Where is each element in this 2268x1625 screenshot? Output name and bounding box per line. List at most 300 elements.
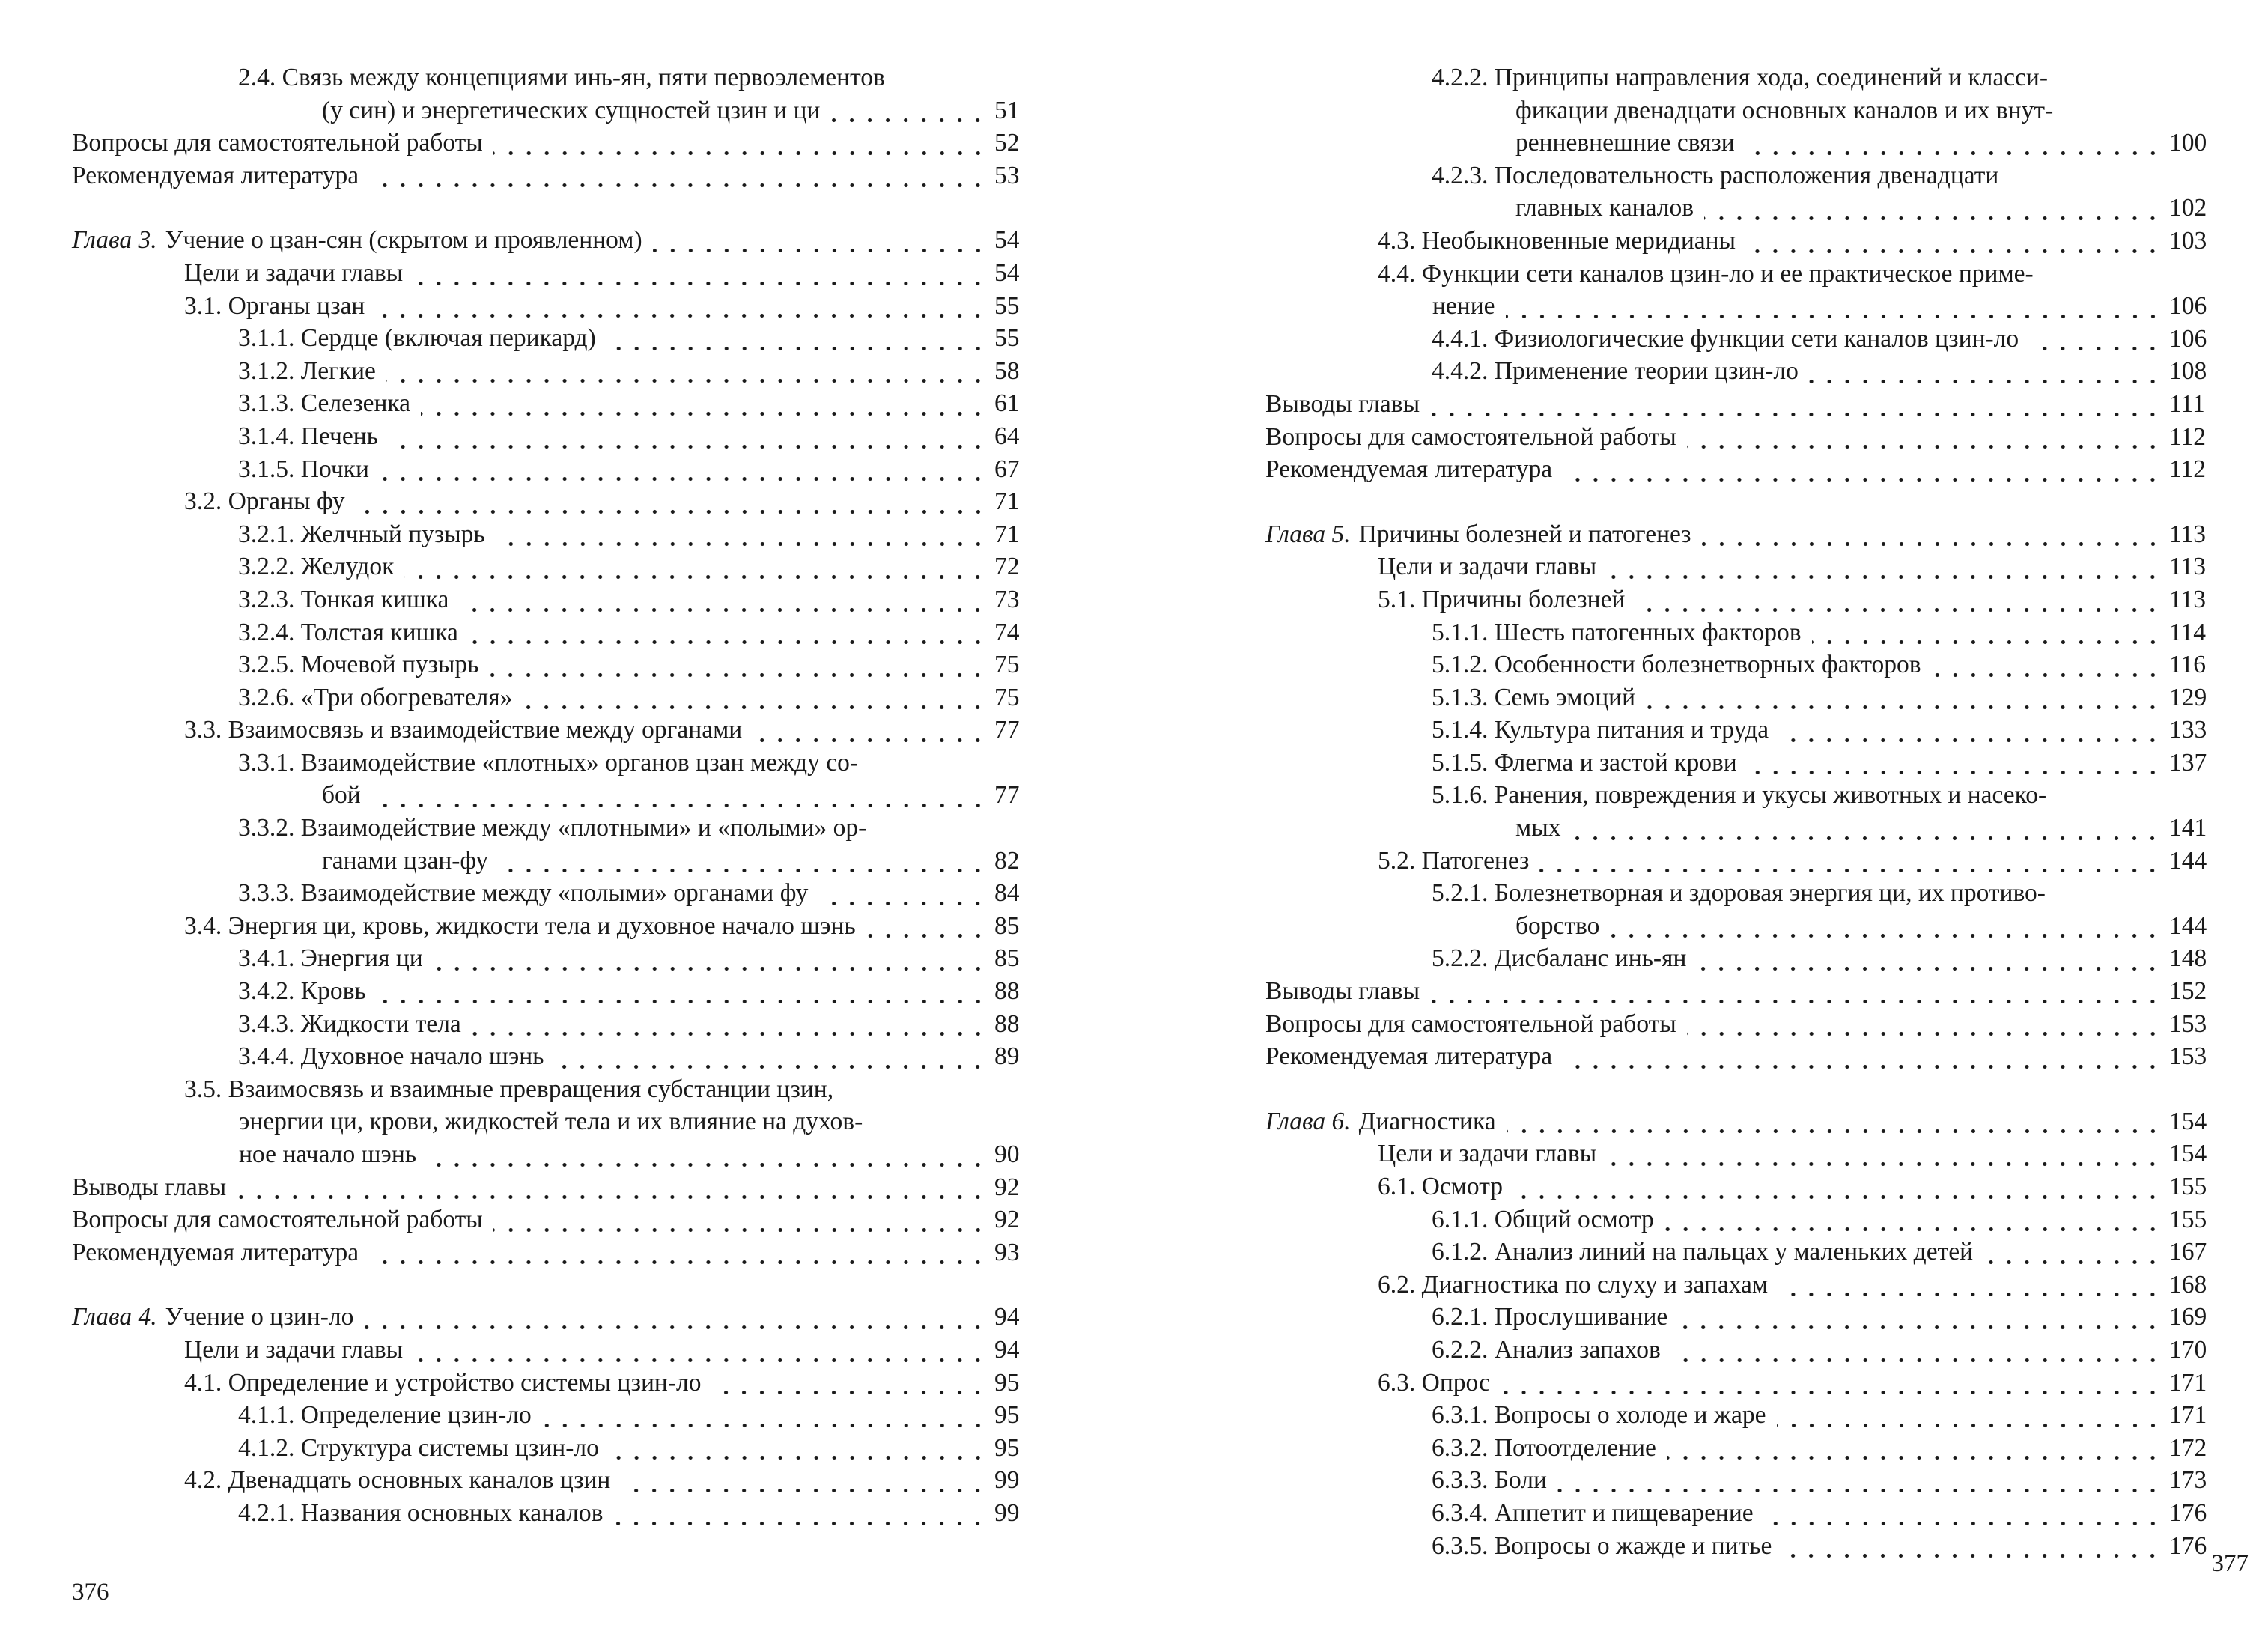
toc-entry-title: 3.4.4. Духовное начало шэнь [238, 1042, 544, 1071]
toc-entry [1265, 1497, 2220, 1530]
toc-entry [72, 1334, 1045, 1367]
dot-leader [404, 558, 987, 583]
dot-leader [818, 884, 987, 910]
toc-line [1378, 1170, 2220, 1203]
toc-line [1265, 1105, 2220, 1138]
toc-entry [72, 1171, 1045, 1204]
page-number: 377 [2211, 1550, 2249, 1577]
toc-entry [72, 387, 1045, 420]
toc-entry-title: ренневнешние связи [1515, 129, 1735, 157]
toc-page-number: 106 [2169, 324, 2207, 353]
dot-leader [1777, 1406, 2162, 1432]
toc-line [238, 877, 1045, 910]
dot-leader [1764, 1504, 2162, 1530]
toc-entry [72, 485, 1045, 518]
toc-entry-title: 4.2.1. Названия основных каналов [238, 1498, 604, 1527]
toc-entry-title: фикации двенадцати основных каналов и их внут- [1515, 96, 2054, 124]
toc-line [1432, 127, 2220, 160]
toc-line [184, 290, 1045, 323]
dot-leader [2029, 329, 2162, 355]
dot-leader [613, 1504, 987, 1530]
toc-line [238, 550, 1045, 583]
dot-leader [653, 231, 987, 257]
toc-entry [72, 550, 1045, 583]
toc-entry [1265, 160, 2220, 225]
toc-entry-title: 5.1.5. Флегма и застой крови [1432, 748, 1737, 777]
toc-line [1432, 160, 2220, 192]
toc-page-number: 51 [994, 96, 1020, 124]
toc-entry [1265, 323, 2220, 356]
toc-entry [1265, 388, 2220, 421]
toc-page-number: 153 [2169, 1009, 2207, 1038]
dot-leader [1664, 1210, 2162, 1236]
toc-entry [72, 61, 1045, 127]
toc-entry [1265, 583, 2220, 616]
dot-leader [523, 688, 987, 714]
dot-leader [1746, 232, 2162, 258]
toc-page-number: 61 [994, 389, 1020, 418]
toc-entry [1265, 355, 2220, 388]
dot-leader [1809, 362, 2162, 388]
toc-page-number: 106 [2169, 292, 2207, 321]
dot-leader [1667, 1439, 2162, 1464]
dot-leader [1607, 1145, 2162, 1170]
toc-page-number: 144 [2169, 911, 2207, 940]
toc-page-number: 95 [994, 1368, 1020, 1397]
toc-line [1265, 421, 2220, 454]
toc-entry-title: 5.2. Патогенез [1378, 846, 1530, 875]
toc-page-number: 88 [994, 1009, 1020, 1038]
toc-entry-title: 4.4.2. Применение теории цзин-ло [1432, 357, 1799, 386]
chapter-label: Глава 3. [72, 226, 157, 255]
toc-chapter-entry [1265, 1105, 2220, 1138]
toc-line [1378, 290, 2220, 323]
toc-entry-title: 3.1.5. Почки [238, 455, 369, 483]
toc-chapter-entry [1265, 518, 2220, 551]
toc-page-number: 54 [994, 226, 1020, 255]
toc-line [1432, 355, 2220, 388]
toc-entry [1265, 1170, 2220, 1203]
toc-line [238, 1497, 1045, 1530]
toc-entry-title: 4.1.1. Определение цзин-ло [238, 1401, 532, 1430]
dot-leader [1778, 1275, 2162, 1301]
toc-line [1432, 192, 2220, 225]
toc-entry [72, 1432, 1045, 1465]
toc-entry [72, 747, 1045, 812]
toc-line [1265, 518, 2220, 551]
toc-entry [72, 290, 1045, 323]
toc-entry [72, 1008, 1045, 1041]
toc-line [1432, 812, 2220, 845]
toc-line [184, 1464, 1045, 1497]
toc-entry-title: 3.3.2. Взаимодействие между «плотными» и «полыми» ор- [238, 814, 867, 842]
toc-line [184, 1334, 1045, 1367]
toc-entry [1265, 225, 2220, 258]
toc-entry-title: 6.3.1. Вопросы о холоде и жаре [1432, 1401, 1766, 1430]
toc-entry [72, 714, 1045, 747]
toc-entry [1265, 1203, 2220, 1236]
toc-line [1432, 1497, 2220, 1530]
dot-leader [1704, 199, 2162, 225]
toc-line [238, 649, 1045, 681]
toc-entry [1265, 61, 2220, 160]
toc-page-number: 73 [994, 585, 1020, 613]
toc-entry [1265, 975, 2220, 1008]
dot-leader [421, 395, 987, 420]
toc-page-number: 103 [2169, 226, 2207, 255]
toc-entry [1265, 1040, 2220, 1073]
dot-leader [356, 493, 987, 518]
toc-page-number: 114 [2169, 618, 2207, 646]
left-page [0, 0, 1123, 1625]
toc-page-number: 112 [2169, 422, 2207, 451]
toc-entry [72, 877, 1045, 910]
toc-line [184, 714, 1045, 747]
toc-entry-title: 4.2.3. Последовательность расположения двенадцати [1432, 161, 1999, 189]
toc-entry [72, 160, 1045, 192]
toc-entry-title: 6.3.3. Боли [1432, 1466, 1547, 1495]
toc-entry [72, 322, 1045, 355]
toc-line [1432, 323, 2220, 356]
toc-entry-title: 6.2.2. Анализ запахов [1432, 1335, 1661, 1364]
toc-entry-title: 3.4.2. Кровь [238, 977, 366, 1006]
toc-page-number: 54 [994, 258, 1020, 287]
toc-page-number: 77 [994, 716, 1020, 744]
toc-line [1432, 681, 2220, 714]
toc-entry-title: 6.1.2. Анализ линий на пальцах у маленьких детей [1432, 1238, 1973, 1266]
toc-entry-title: 3.1. Органы цзан [184, 291, 365, 320]
toc-line [1378, 258, 2220, 291]
toc-entry-title: 4.1. Определение и устройство системы цзин-ло [184, 1368, 702, 1397]
chapter-label: Глава 4. [72, 1303, 157, 1331]
toc-entry-title: 3.3.1. Взаимодействие «плотных» органов цзан между со- [238, 748, 858, 777]
toc-entry [1265, 1138, 2220, 1170]
dot-leader [542, 1406, 987, 1432]
toc-entry [72, 1399, 1045, 1432]
toc-line [238, 453, 1045, 486]
toc-entry-title: 3.4.1. Энергия ци [238, 944, 423, 973]
dot-leader [1571, 819, 2162, 845]
toc-entry-title: (у син) и энергетических сущностей цзин и ци [322, 96, 821, 124]
toc-page-number: 89 [994, 1042, 1020, 1071]
toc-line [72, 127, 1045, 160]
toc-page-number: 112 [2169, 455, 2207, 484]
toc-line [1432, 1530, 2220, 1563]
toc-page-number: 141 [2169, 814, 2207, 842]
toc-entry [1265, 649, 2220, 681]
dot-leader [375, 297, 987, 322]
toc-entry-title: 3.4.3. Жидкости тела [238, 1009, 461, 1038]
toc-line [1432, 1203, 2220, 1236]
toc-page-number: 58 [994, 356, 1020, 385]
dot-leader [380, 460, 987, 485]
toc-line [238, 975, 1045, 1008]
toc-page-number: 64 [994, 422, 1020, 450]
toc-line [238, 387, 1045, 420]
toc-entry-title: 4.1.2. Структура системы цзин-ло [238, 1433, 599, 1462]
dot-leader [459, 591, 987, 616]
toc-entry-title: 3.1.3. Селезенка [238, 389, 411, 418]
dot-leader [1507, 1112, 2162, 1138]
section-gap [72, 1269, 1045, 1301]
toc-entry [72, 910, 1045, 943]
toc-entry-title: 6.2. Диагностика по слуху и запахам [1378, 1270, 1769, 1299]
toc-entry-title: 5.1.1. Шесть патогенных факторов [1432, 618, 1802, 646]
toc-entry [72, 1497, 1045, 1530]
toc-page-number: 72 [994, 553, 1020, 581]
dot-leader [472, 1015, 987, 1040]
toc-entry [72, 420, 1045, 453]
toc-page-number: 100 [2169, 129, 2207, 157]
toc-entry-title: 5.2.1. Болезнетворная и здоровая энергия ци, их противо- [1432, 879, 2046, 908]
toc-page-number: 170 [2169, 1335, 2207, 1364]
toc-entry-title: 6.1.1. Общий осмотр [1432, 1205, 1654, 1233]
toc-page-number: 92 [994, 1206, 1020, 1234]
toc-entry [72, 942, 1045, 975]
toc-page-number: 176 [2169, 1531, 2207, 1560]
toc-entry-title: энергии ци, крови, жидкостей тела и их влияние на духов- [239, 1108, 863, 1136]
toc-line [1432, 747, 2220, 780]
toc-entry [72, 1073, 1045, 1171]
toc-entry [1265, 616, 2220, 649]
toc-line [1265, 453, 2220, 486]
dot-leader [1430, 982, 2162, 1008]
toc-line [1265, 1008, 2220, 1041]
toc-line [238, 779, 1045, 812]
chapter-label: Глава 6. [1265, 1107, 1351, 1135]
toc-page-number: 173 [2169, 1466, 2207, 1495]
toc-entry-title: Выводы главы [1265, 977, 1420, 1006]
toc-entry-title: 3.2.4. Толстая кишка [238, 618, 458, 646]
toc-entry [72, 1236, 1045, 1269]
toc-entry-title: 5.2.2. Дисбаланс инь-ян [1432, 944, 1687, 973]
toc-page-number: 153 [2169, 1042, 2207, 1071]
toc-line [1432, 1236, 2220, 1269]
toc-entry [1265, 747, 2220, 780]
dot-leader [609, 1439, 987, 1464]
dot-leader [496, 525, 987, 550]
toc-entry [1265, 877, 2220, 942]
toc-line [1378, 845, 2220, 878]
toc-entry [72, 1203, 1045, 1236]
toc-entry-title: Цели и задачи главы [1378, 1140, 1597, 1168]
toc-entry [1265, 453, 2220, 486]
toc-line [1265, 975, 2220, 1008]
toc-page-number: 168 [2169, 1270, 2207, 1299]
toc-line [184, 257, 1045, 290]
dot-leader [1812, 623, 2162, 649]
toc-entry-title: Рекомендуемая литература [72, 161, 359, 189]
toc-page-number: 113 [2169, 585, 2207, 613]
toc-entry [72, 1040, 1045, 1073]
toc-line [1265, 1040, 2220, 1073]
toc-entry [72, 975, 1045, 1008]
toc-page-number: 111 [2169, 389, 2205, 418]
toc-entry-title: 3.3.3. Взаимодействие между «полыми» органами фу [238, 879, 809, 908]
toc-line [238, 518, 1045, 551]
toc-entry-title: 4.4. Функции сети каналов цзин-ло и ее практическое приме- [1378, 259, 2034, 288]
dot-leader [1983, 1243, 2162, 1269]
toc-page-number: 144 [2169, 846, 2207, 875]
toc-page-number: 129 [2169, 683, 2207, 711]
toc-line [1378, 1269, 2220, 1301]
toc-line [1432, 714, 2220, 747]
toc-line [1432, 1334, 2220, 1367]
dot-leader [434, 950, 987, 975]
toc-line [238, 322, 1045, 355]
toc-entry [72, 127, 1045, 160]
toc-entry-title: 5.1.3. Семь эмоций [1432, 683, 1636, 711]
toc-page-number: 176 [2169, 1498, 2207, 1527]
toc-page-number: 172 [2169, 1433, 2207, 1462]
toc-entry [72, 616, 1045, 649]
toc-entry-title: Выводы главы [1265, 389, 1420, 418]
toc-line [238, 1008, 1045, 1041]
toc-page-number: 167 [2169, 1238, 2207, 1266]
toc-line [1432, 94, 2220, 127]
toc-entry-title: 3.2. Органы фу [184, 488, 345, 516]
dot-leader [1557, 1471, 2162, 1497]
toc-line [72, 1301, 1045, 1334]
section-gap [72, 192, 1045, 224]
dot-leader [1610, 917, 2162, 942]
toc-entry [1265, 1301, 2220, 1334]
toc-entry-title: 6.1. Осмотр [1378, 1173, 1503, 1200]
dot-leader [427, 1146, 987, 1171]
toc-entry-title: 3.2.3. Тонкая кишка [238, 585, 449, 613]
dot-leader [413, 264, 987, 290]
toc-page-number: 102 [2169, 194, 2207, 222]
toc-entry-title: 6.3.2. Потоотделение [1432, 1433, 1656, 1462]
toc-entry-title: 3.2.6. «Три обогревателя» [238, 683, 513, 711]
toc-page-number: 99 [994, 1498, 1020, 1527]
toc-entry-title: ное начало шэнь [239, 1140, 417, 1168]
toc-page-number: 171 [2169, 1401, 2207, 1430]
dot-leader [621, 1471, 987, 1497]
toc-line [72, 160, 1045, 192]
toc-entry [1265, 1008, 2220, 1041]
toc-entry [72, 649, 1045, 681]
toc-entry-title: бой [322, 781, 361, 810]
dot-leader [830, 101, 987, 127]
toc-page-number: 75 [994, 683, 1020, 711]
toc-line [72, 224, 1045, 257]
toc-entry [1265, 714, 2220, 747]
toc-entry [1265, 681, 2220, 714]
dot-leader [1607, 558, 2162, 583]
dot-leader [866, 917, 987, 942]
dot-leader [369, 166, 987, 192]
dot-leader [413, 1341, 987, 1367]
toc-page-number: 71 [994, 520, 1020, 548]
page-number: 376 [72, 1579, 109, 1606]
toc-line [72, 1203, 1045, 1236]
toc-line [238, 812, 1045, 845]
dot-leader [1932, 656, 2162, 681]
toc-entry [1265, 1334, 2220, 1367]
toc-entry-title: 4.3. Необыкновенные меридианы [1378, 226, 1736, 255]
toc-line [72, 1236, 1045, 1269]
toc-page-number: 99 [994, 1466, 1020, 1495]
toc-page-number: 84 [994, 879, 1020, 908]
toc-line [238, 1040, 1045, 1073]
dot-leader [554, 1048, 987, 1073]
toc-line [184, 485, 1045, 518]
toc-page-number: 169 [2169, 1303, 2207, 1331]
toc-entry-title: Рекомендуемая литература [72, 1238, 359, 1266]
dot-leader [1687, 428, 2162, 453]
toc-page-number: 74 [994, 618, 1020, 646]
toc-page-number: 113 [2169, 520, 2207, 548]
toc-line [184, 1105, 1045, 1138]
dot-leader [1539, 851, 2162, 877]
toc-entry [72, 257, 1045, 290]
dot-leader [1506, 297, 2162, 323]
toc-line [1432, 616, 2220, 649]
toc-page-number: 95 [994, 1433, 1020, 1462]
section-gap [1265, 1073, 2220, 1105]
toc-line [184, 1073, 1045, 1106]
toc-entry-title: 3.3. Взаимосвязь и взаимодействие между органами [184, 716, 743, 744]
toc-page-number: 53 [994, 161, 1020, 189]
toc-entry [1265, 779, 2220, 844]
toc-page-number: 113 [2169, 553, 2207, 581]
toc-page-number: 75 [994, 651, 1020, 679]
toc-line [1432, 942, 2220, 975]
toc-line [238, 355, 1045, 388]
toc-entry-title: 6.3. Опрос [1378, 1368, 1490, 1397]
dot-leader [386, 362, 987, 387]
toc-entry [72, 812, 1045, 877]
toc-entry [1265, 942, 2220, 975]
toc-entry-title: 5.1.2. Особенности болезнетворных факторов [1432, 651, 1921, 679]
dot-leader [1430, 395, 2162, 421]
toc-entry-title: 3.1.1. Сердце (включая перикард) [238, 324, 596, 353]
toc-line [238, 681, 1045, 714]
toc-line [238, 616, 1045, 649]
toc-page-number: 155 [2169, 1205, 2207, 1233]
toc-entry [1265, 550, 2220, 583]
toc-entry-title: 4.2. Двенадцать основных каналов цзин [184, 1466, 611, 1495]
toc-line [238, 1432, 1045, 1465]
toc-line [1432, 877, 2220, 910]
dot-leader [237, 1178, 987, 1203]
toc-page-number: 90 [994, 1140, 1020, 1168]
toc-page-number: 133 [2169, 716, 2207, 744]
toc-entry-title: главных каналов [1515, 194, 1694, 222]
dot-leader [377, 982, 987, 1008]
toc-line [238, 845, 1045, 878]
toc-page-number: 94 [994, 1303, 1020, 1331]
toc-entry-title: Вопросы для самостоятельной работы [72, 1206, 483, 1234]
toc-page-number: 155 [2169, 1173, 2207, 1200]
dot-leader [1745, 134, 2162, 160]
toc-entry-title: 4.2.2. Принципы направления хода, соединений и класси- [1432, 64, 2049, 91]
toc-page-number: 94 [994, 1335, 1020, 1364]
dot-leader [1687, 1015, 2162, 1040]
toc-line [1432, 779, 2220, 812]
toc-entry [72, 583, 1045, 616]
toc-entry-title: Выводы главы [72, 1173, 227, 1201]
toc-entry [1265, 1399, 2220, 1432]
toc-entry-title: 5.1. Причины болезней [1378, 585, 1626, 613]
toc-entry-title: 3.5. Взаимосвязь и взаимные превращения субстанции цзин, [184, 1075, 834, 1103]
dot-leader [1779, 721, 2162, 747]
dot-leader [489, 656, 987, 681]
toc-page-number: 116 [2169, 651, 2207, 679]
dot-leader [1702, 525, 2162, 550]
dot-leader [1501, 1373, 2162, 1399]
